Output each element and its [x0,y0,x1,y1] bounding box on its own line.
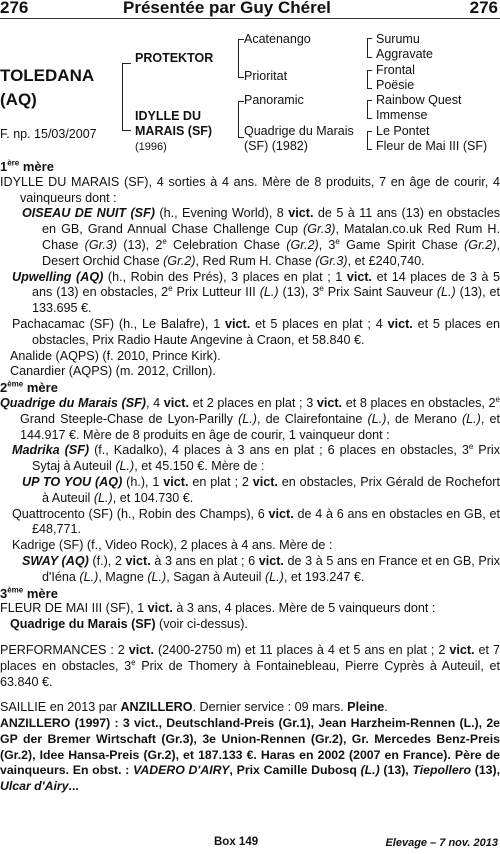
produce-canardier: Canardier (AQPS) (m. 2012, Crillon). [10,364,216,379]
grandsire-2: Prioritat [244,69,288,83]
stallion-record: ANZILLERO (1997) : 3 vict., Deutschland-Preis (Gr.1), Jean Harzheim-Rennen (L.), 2e GP der Bremer Wirtschaft (Gr.3), 3e Union-Rennen (Gr.2), Gr. Mercedes Benz-Preis (Gr.2), Idee Hansa-Preis (Gr.2), et 187.133 €. Haras en 2002 (2007 en France). Père de vainqueurs. En obst. : VADERO D'AIRY, Prix Camille Dubosq (L.) (13), Tiepollero (13), Ulcar d'Airy... [0,716,500,794]
horse-name: TOLEDANA [0,66,95,85]
second-dam-heading: 2ème mère [0,379,58,396]
horse-name: Madrika (SF) [12,443,90,458]
produce-up-to-you: UP TO YOU (AQ) (h.), 1 vict. en plat ; 2 vict. en obstacles, Prix Gérald de Rochefort à Auteuil (L.), et 104.730 €. [22,474,500,505]
produce-madrika: Madrika (SF) (f., Kadalko), 4 places à 3 ans en plat ; 6 places en obstacles, 3e Prix Sytaj à Auteuil (L.), et 45.150 €. Mère de : [12,442,500,474]
produce-kadrige: Kadrige (SF) (f., Video Rock), 2 places à 4 ans. Mère de : [12,538,333,553]
heading-sup: ère [7,158,20,168]
horse-name: UP TO YOU (AQ) [22,474,123,489]
horse-name: Upwelling (AQ) [12,269,104,284]
horse-breed: (AQ) [0,90,37,109]
great-grandsire-6: Immense [376,108,428,122]
third-dam-record: FLEUR DE MAI III (SF), 1 vict. à 3 ans, 4 places. Mère de 5 vainqueurs dont : [0,601,436,616]
produce-sway: SWAY (AQ) (f.), 2 vict. à 3 ans en plat ; 6 vict. de 3 à 5 ans en France et en GB, Prix d'Iéna (L.), Magne (L.), Sagan à Auteuil (L.), et 193.247 €. [22,553,500,584]
great-grandsire-3: Frontal [376,63,415,77]
dam-name-line1: IDYLLE DU [135,109,201,123]
horse-name: SWAY (AQ) [22,553,89,568]
bracket-g3 [367,100,372,119]
horse-name: OISEAU DE NUIT (SF) [22,206,155,221]
bracket-g1 [367,38,372,58]
lot-number-left: 276 [0,0,29,17]
header-rule [0,18,500,19]
horse-name: Quadrige du Marais (SF) [0,395,146,410]
pedigree-bracket [122,63,131,131]
box-number: Box 149 [214,836,259,848]
dam-year: (1996) [135,141,167,153]
first-dam-heading [0,159,500,175]
third-dam-heading: 3ème mère [0,585,58,601]
great-grandsire-1: Surumu [376,32,420,46]
produce-analide: Analide (AQPS) (f. 2010, Prince Kirk). [10,348,221,363]
grandsire-3: Panoramic [244,93,304,107]
bracket-g2 [367,70,372,89]
bracket-g4 [367,131,372,150]
grandsire-1: Acatenango [244,32,311,46]
horse-birth: F. np. 15/03/2007 [0,127,97,141]
grandsire-4-line1: Quadrige du Marais [244,124,354,138]
footer-source: Elevage – 7 nov. 2013 [385,837,498,849]
third-dam-produce: Quadrige du Marais (SF) (voir ci-dessus). [10,617,248,632]
first-dam-intro: IDYLLE DU MARAIS (SF), 4 sorties à 4 ans. Mère de 8 produits, 7 en âge de courir, 4 vainqueurs dont : [0,174,500,205]
stallion-name: ANZILLERO [120,700,193,715]
pregnancy-status: Pleine [347,700,385,715]
sire-name: PROTEKTOR [135,51,214,65]
heading-label: mère [19,159,54,174]
great-grandsire-8: Fleur de Mai III (SF) [376,139,488,153]
great-grandsire-7: Le Pontet [376,124,430,138]
catalogue-body [0,159,500,795]
grandsire-4-line2: (SF) (1982) [244,139,308,153]
great-grandsire-5: Rainbow Quest [376,93,462,107]
great-grandsire-4: Poësie [376,78,415,92]
great-grandsire-2: Aggravate [376,47,433,61]
produce-pachacamac: Pachacamac (SF) (h., Le Balafre), 1 vict. et 5 places en plat ; 4 vict. et 5 places en obstacles, Prix Radio Haute Angevine à Craon, et 58.840 €. [12,316,500,347]
produce-upwelling: Upwelling (AQ) (h., Robin des Prés), 3 places en plat ; 1 vict. et 14 places de 3 à 5 ans (13) en obstacles, 2e Prix Lutteur III (L.) (13), 3e Prix Saint Sauveur (L.) (13), et 133.695 €. [12,269,500,316]
horse-name: Quadrige du Marais (SF) [10,617,156,632]
second-dam-record: Quadrige du Marais (SF), 4 vict. et 2 places en plat ; 3 vict. et 8 places en obstacles, 2e Grand Steeple-Chase de Lyon-Parilly (L.), de Clairefontaine (L.), de Merano (L.), et 144.917 €. Mère de 8 produits en âge de courir, 1 vainqueur dont : [0,394,500,442]
dam-name-line2: MARAIS (SF) [135,124,213,138]
produce-oiseau-de-nuit: OISEAU DE NUIT (SF) (h., Evening World), 8 vict. de 5 à 11 ans (13) en obstacles en GB, Grand Annual Chase Challenge Cup (Gr.3), Matalan.co.uk Red Rum H. Chase (Gr.3) (13), 2e Celebration Chase (Gr.2), 3e Game Spirit Chase (Gr.2), Desert Orchid Chase (Gr.2), Red Rum H. Chase (Gr.3), et £240,740. [22,206,500,268]
heading-number: 1 [0,159,8,174]
performances: PERFORMANCES : 2 vict. (2400-2750 m) et 11 places à 4 et 5 ans en plat ; 2 vict. et 7 places en obstacles, 3e Prix de Thomery à Fontainebleau, Pierre Cyprès à Auteuil, et 63.840 €. [0,642,500,689]
page-title: Présentée par Guy Chérel [123,0,331,17]
produce-quattrocento: Quattrocento (SF) (h., Robin des Champs), 6 vict. de 4 à 6 ans en obstacles en GB, et £48,771. [12,506,500,537]
lot-number-right: 276 [469,0,498,17]
covering: SAILLIE en 2013 par ANZILLERO. Dernier service : 09 mars. Pleine. [0,700,388,715]
